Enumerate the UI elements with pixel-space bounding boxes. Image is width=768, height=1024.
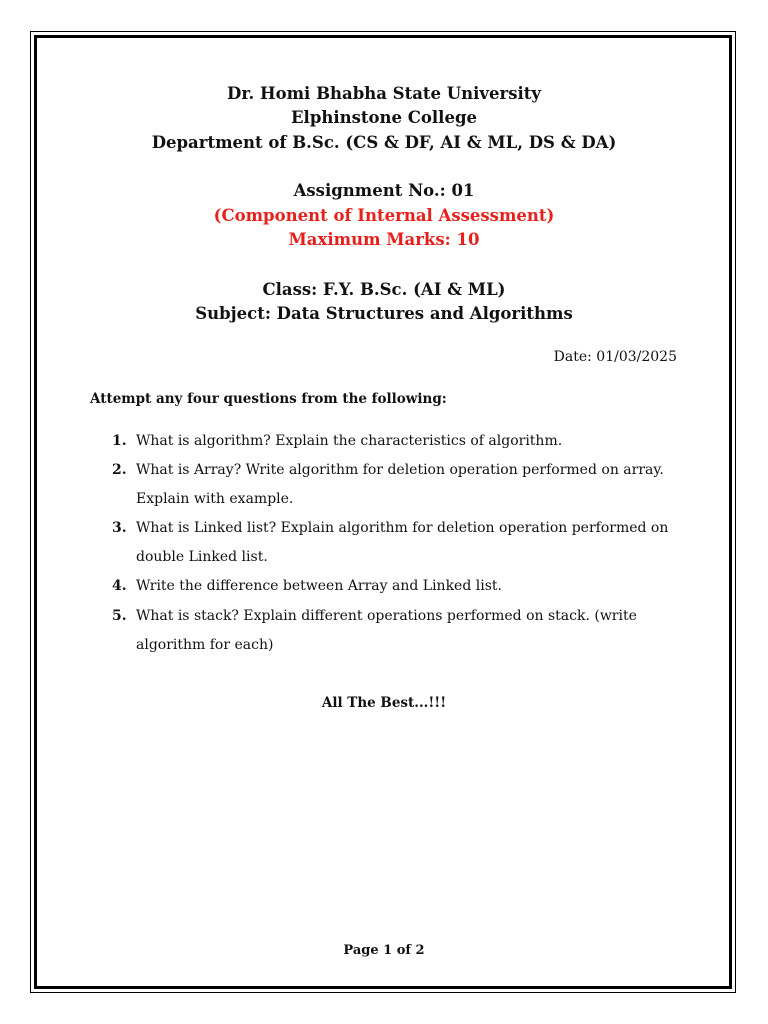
question-number: 2.	[112, 462, 127, 478]
instructions: Attempt any four questions from the following:	[90, 391, 447, 407]
assignment-number: Assignment No.: 01	[293, 181, 475, 200]
question-text-continued: Explain with example.	[136, 491, 294, 507]
assessment-component: (Component of Internal Assessment)	[213, 206, 555, 225]
question-text: What is algorithm? Explain the characteristics of algorithm.	[136, 433, 563, 449]
subject-name: Subject: Data Structures and Algorithms	[195, 304, 573, 323]
assignment-date: Date: 01/03/2025	[553, 349, 677, 365]
question-text: What is Linked list? Explain algorithm for deletion operation performed on	[136, 520, 669, 536]
closing-message: All The Best...!!!	[321, 695, 447, 711]
document-header	[40, 0, 728, 340]
question-text: What is Array? Write algorithm for deletion operation performed on array.	[136, 462, 664, 478]
page-number: Page 1 of 2	[343, 943, 425, 958]
question-number: 1.	[112, 433, 127, 449]
question-number: 3.	[112, 520, 127, 536]
department-name: Department of B.Sc. (CS & DF, AI & ML, DS & DA)	[151, 133, 617, 152]
question-text: What is stack? Explain different operations performed on stack. (write	[136, 608, 637, 624]
question-number: 5.	[112, 608, 127, 624]
question-text: Write the difference between Array and Linked list.	[136, 578, 502, 594]
college-name: Elphinstone College	[290, 108, 477, 127]
class-name: Class: F.Y. B.Sc. (AI & ML)	[262, 280, 506, 299]
question-text-continued: double Linked list.	[136, 549, 268, 565]
university-name: Dr. Homi Bhabha State University	[227, 84, 541, 103]
question-text-continued: algorithm for each)	[136, 637, 274, 653]
maximum-marks: Maximum Marks: 10	[288, 230, 480, 249]
question-number: 4.	[112, 578, 127, 594]
